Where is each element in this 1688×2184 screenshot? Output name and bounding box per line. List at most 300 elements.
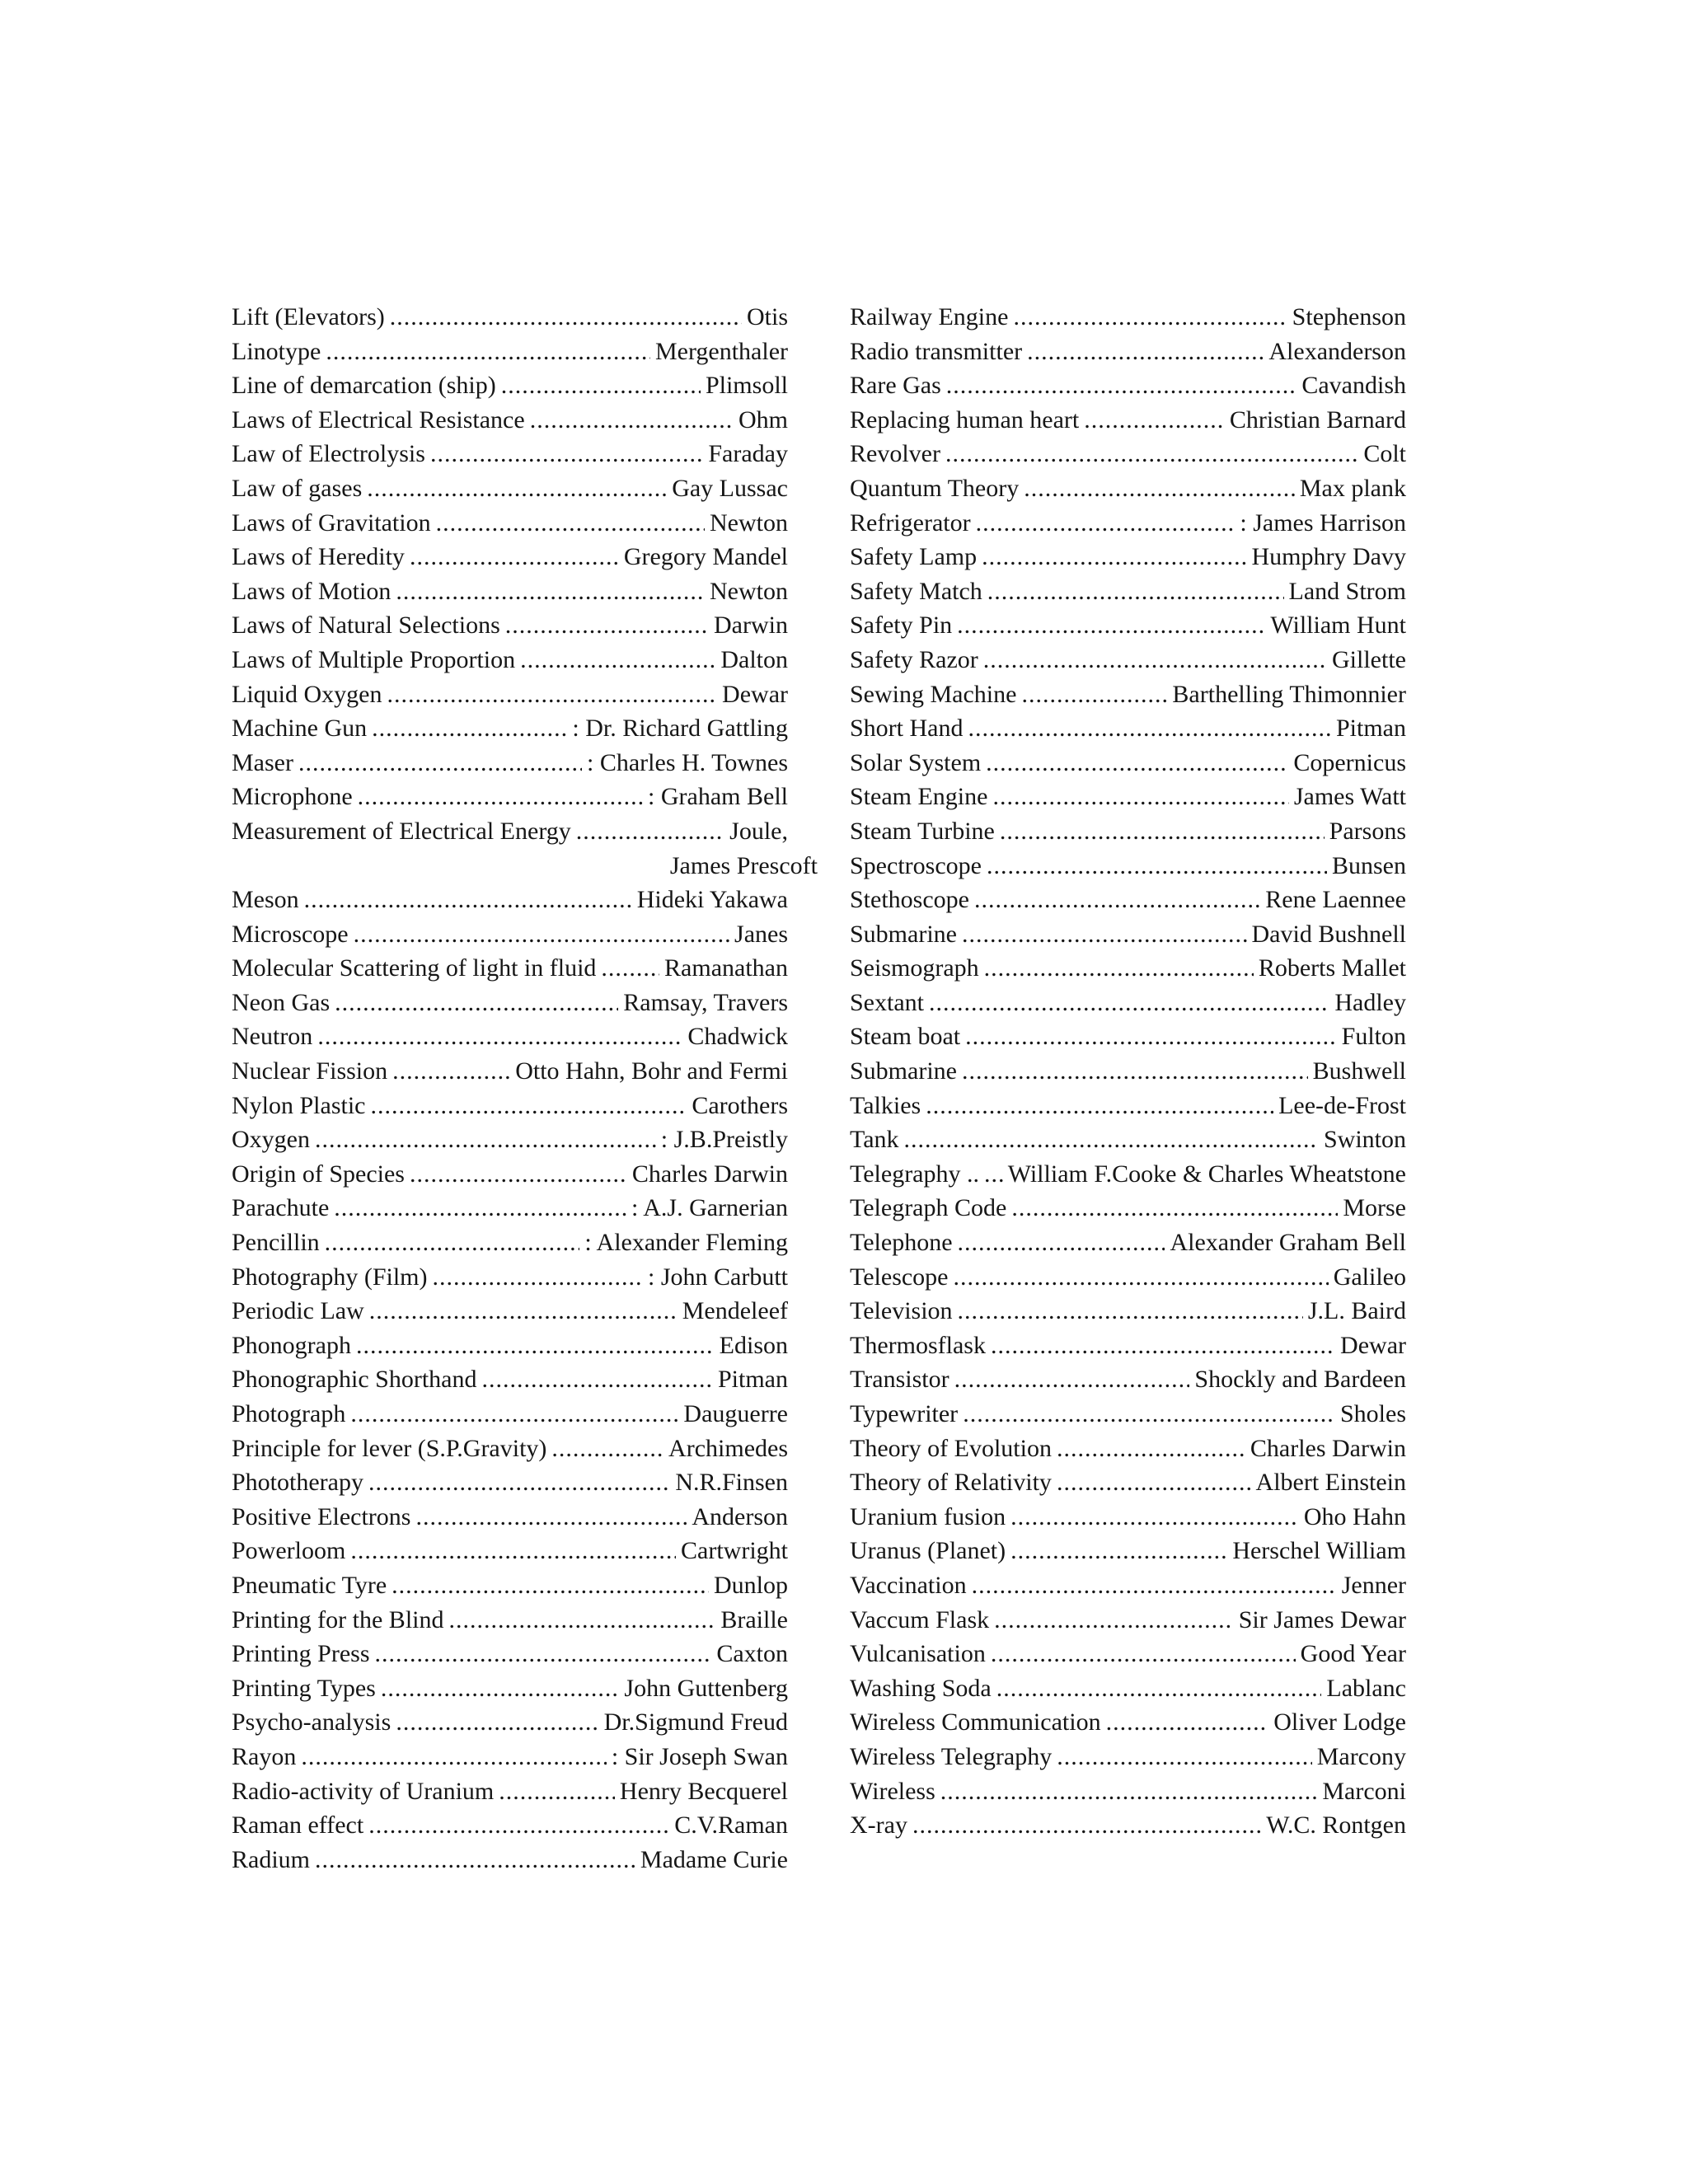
list-item: [850, 1568, 1406, 1603]
entry-term: Uranium fusion: [850, 1502, 1006, 1530]
entry-term: Tank: [850, 1126, 899, 1154]
entry-inventor: Marcony: [1316, 1742, 1406, 1770]
list-item: [232, 574, 788, 609]
entry-inventor: Ramanathan: [664, 954, 788, 982]
dot-leader: [505, 608, 709, 643]
list-item: [232, 1294, 788, 1329]
dot-leader: [982, 540, 1246, 574]
entry-term: Spectroscope: [850, 851, 982, 879]
dot-leader: [410, 540, 619, 574]
entry-term: Vaccum Flask: [850, 1605, 990, 1633]
dot-leader: [1013, 300, 1287, 335]
dot-leader: [449, 1603, 716, 1638]
entry-inventor: Fulton: [1341, 1023, 1406, 1051]
entry-term: Printing for the Blind: [232, 1605, 444, 1633]
entry-inventor: Caxton: [716, 1640, 788, 1668]
dot-leader: [987, 849, 1327, 883]
entry-term: Theory of Evolution: [850, 1434, 1052, 1462]
dot-leader: [601, 951, 659, 986]
list-item: [850, 608, 1406, 643]
entry-inventor: Henry Becquerel: [619, 1777, 788, 1805]
dot-leader: [1010, 1534, 1227, 1568]
dot-leader: [436, 506, 705, 541]
entry-term: Periodic Law: [232, 1297, 364, 1325]
dot-leader: [481, 1362, 713, 1397]
entry-term: Laws of Multiple Proportion: [232, 645, 516, 673]
list-item: [850, 1260, 1406, 1295]
list-item: [232, 1260, 788, 1295]
list-item: [850, 746, 1406, 780]
entry-term: Talkies: [850, 1091, 921, 1119]
entry-term: Quantum Theory: [850, 474, 1020, 502]
list-item: [850, 986, 1406, 1020]
entry-term: Safety Razor: [850, 645, 978, 673]
list-item: [232, 1705, 788, 1740]
entry-term: Pneumatic Tyre: [232, 1571, 387, 1599]
entry-term: Microphone: [232, 783, 353, 811]
entry-term: Typewriter: [850, 1400, 959, 1427]
entry-inventor: Good Year: [1300, 1640, 1406, 1668]
entry-inventor: Pitman: [1335, 715, 1406, 743]
dot-leader: [356, 1329, 715, 1363]
entry-inventor: Ohm: [738, 405, 788, 434]
list-item: [232, 1329, 788, 1363]
list-item: [232, 1157, 788, 1192]
dot-leader: [954, 1362, 1190, 1397]
entry-term: Positive Electrons: [232, 1502, 411, 1530]
entry-inventor: N.R.Finsen: [675, 1469, 788, 1497]
list-item: [232, 1637, 788, 1671]
entry-inventor: Alexander Graham Bell: [1170, 1229, 1406, 1257]
dot-leader: [325, 1226, 580, 1260]
dot-leader: [954, 1260, 1329, 1295]
list-item: [850, 574, 1406, 609]
dot-leader: [983, 643, 1327, 677]
entry-term: Photography (Film): [232, 1263, 428, 1291]
entry-inventor: Cavandish: [1301, 372, 1406, 400]
list-item: [850, 540, 1406, 574]
entry-inventor: Hadley: [1334, 988, 1406, 1016]
entry-inventor: Newton: [710, 577, 788, 605]
list-item: [232, 746, 788, 780]
dot-leader: [381, 1671, 620, 1706]
entry-term: Vaccination: [850, 1571, 967, 1599]
dot-leader: [992, 780, 1288, 814]
entry-term: Neutron: [232, 1023, 313, 1051]
dot-leader: [371, 1089, 687, 1123]
dot-leader: [350, 1534, 676, 1568]
dot-leader: [354, 917, 729, 952]
entry-term: Phonograph: [232, 1331, 351, 1359]
entry-inventor: Otto Hahn, Bohr and Fermi: [515, 1057, 788, 1085]
entry-inventor: C.V.Raman: [674, 1811, 788, 1840]
entry-inventor: Chadwick: [687, 1023, 788, 1051]
list-item: [850, 1122, 1406, 1157]
entry-inventor: Rene Laennee: [1265, 886, 1406, 914]
dot-leader: [958, 1294, 1303, 1329]
dot-leader: [968, 711, 1331, 746]
list-item: [232, 780, 788, 814]
entry-term: Vulcanisation: [850, 1640, 986, 1668]
entry-term: Sewing Machine: [850, 680, 1017, 708]
list-item: [850, 1808, 1406, 1843]
dot-leader: [392, 1054, 510, 1089]
list-item: [232, 437, 788, 471]
entry-inventor: Roberts Mallet: [1258, 954, 1406, 982]
entry-term: Nuclear Fission: [232, 1057, 388, 1085]
list-item: [850, 1774, 1406, 1809]
list-item: [232, 608, 788, 643]
dot-leader: [957, 608, 1265, 643]
dot-leader: [301, 1740, 606, 1774]
entry-term: Stethoscope: [850, 886, 969, 914]
entry-inventor: Dunlop: [714, 1571, 788, 1599]
list-item: [232, 1191, 788, 1226]
entry-term: Line of demarcation (ship): [232, 372, 496, 400]
list-item: [232, 1671, 788, 1706]
entry-inventor: Christian Barnard: [1229, 405, 1406, 434]
list-item: [850, 1397, 1406, 1432]
dot-leader: [1024, 471, 1295, 506]
list-item: [850, 917, 1406, 952]
list-item: [232, 335, 788, 369]
list-item: [850, 368, 1406, 403]
entry-inventor: Parsons: [1329, 817, 1406, 845]
dot-leader: [974, 883, 1260, 917]
entry-term: Printing Types: [232, 1674, 376, 1702]
entry-inventor: Newton: [710, 509, 788, 537]
entry-term: Safety Lamp: [850, 543, 978, 571]
list-item: [850, 951, 1406, 986]
entry-term: Linotype: [232, 337, 321, 365]
list-item: [232, 951, 788, 986]
list-item: [850, 1705, 1406, 1740]
list-item: [232, 1019, 788, 1054]
dot-leader: [929, 986, 1329, 1020]
entry-term: Nylon Plastic: [232, 1091, 366, 1119]
entry-term: Wireless: [850, 1777, 935, 1805]
list-item: [232, 403, 788, 438]
entry-term: Seismograph: [850, 954, 979, 982]
entry-inventor: Hideki Yakawa: [636, 886, 788, 914]
dot-leader: [315, 1122, 656, 1157]
dot-leader: [984, 1157, 1003, 1192]
entry-term: Transistor: [850, 1366, 950, 1394]
dot-leader: [372, 711, 567, 746]
list-item: [850, 1157, 1406, 1192]
entry-inventor: Janes: [734, 920, 788, 948]
entry-term: Sextant: [850, 988, 924, 1016]
entry-term: Thermosflask: [850, 1331, 986, 1359]
list-item: [850, 780, 1406, 814]
entry-term: Meson: [232, 886, 299, 914]
list-item: [850, 1534, 1406, 1568]
entry-term: Maser: [232, 748, 293, 776]
entry-term: Rayon: [232, 1742, 297, 1770]
list-item: [850, 883, 1406, 917]
entry-inventor: Dewar: [1340, 1331, 1406, 1359]
entry-inventor: Madame Curie: [640, 1845, 788, 1873]
entry-inventor: William F.Cooke & Charles Wheatstone: [1007, 1160, 1406, 1188]
entry-term: Steam boat: [850, 1023, 961, 1051]
dot-leader: [396, 574, 705, 609]
list-item: [232, 1397, 788, 1432]
entry-inventor: Archimedes: [668, 1434, 788, 1462]
entry-term: Laws of Motion: [232, 577, 392, 605]
entry-inventor: Pitman: [717, 1366, 788, 1394]
entry-inventor: James Watt: [1293, 783, 1406, 811]
list-item: [232, 1089, 788, 1123]
dot-leader: [986, 746, 1288, 780]
list-item: [232, 540, 788, 574]
list-item: [850, 677, 1406, 712]
dot-leader: [334, 1191, 626, 1226]
entry-term: Microscope: [232, 920, 349, 948]
dot-leader: [987, 574, 1284, 609]
entry-term: Telegraph Code: [850, 1194, 1007, 1222]
list-item: [232, 1808, 788, 1843]
entry-inventor: Humphry Davy: [1251, 543, 1406, 571]
entry-inventor: : Dr. Richard Gattling: [572, 715, 788, 743]
dot-leader: [976, 506, 1236, 541]
entry-term: Printing Press: [232, 1640, 370, 1668]
entry-inventor: Dr.Sigmund Freud: [603, 1708, 788, 1736]
dot-leader: [551, 1432, 663, 1466]
dot-leader: [317, 1019, 682, 1054]
entry-term: Laws of Natural Selections: [232, 612, 500, 640]
dot-leader: [926, 1089, 1273, 1123]
entry-inventor: : Charles H. Townes: [587, 748, 788, 776]
dot-leader: [304, 883, 632, 917]
entry-inventor: W.C. Rontgen: [1266, 1811, 1406, 1840]
entry-inventor: Darwin: [714, 612, 788, 640]
list-item: [850, 506, 1406, 541]
entry-term: Photograph: [232, 1400, 346, 1427]
dot-leader: [390, 300, 742, 335]
dot-leader: [1106, 1705, 1269, 1740]
dot-leader: [501, 368, 701, 403]
dot-leader: [368, 1465, 670, 1500]
dot-leader: [298, 746, 582, 780]
dot-leader: [991, 1329, 1335, 1363]
entry-inventor: Mendeleef: [682, 1297, 788, 1325]
entry-term: Safety Pin: [850, 612, 953, 640]
list-item: [232, 1122, 788, 1157]
entry-term: Telephone: [850, 1229, 953, 1257]
list-item: [850, 1603, 1406, 1638]
dot-leader: [358, 780, 643, 814]
entry-term: Railway Engine: [850, 303, 1009, 330]
entry-inventor: Shockly and Bardeen: [1194, 1366, 1406, 1394]
list-item: [232, 1603, 788, 1638]
entry-term: Television: [850, 1297, 953, 1325]
entry-term: Solar System: [850, 748, 982, 776]
dot-leader: [375, 1637, 712, 1671]
dot-leader: [958, 1226, 1165, 1260]
entry-term: Phonographic Shorthand: [232, 1366, 477, 1394]
entry-inventor: Dewar: [722, 680, 788, 708]
entry-term: Radio transmitter: [850, 337, 1023, 365]
entry-inventor: Dauguerre: [683, 1400, 788, 1427]
list-item: [850, 814, 1406, 849]
entry-inventor: : James Harrison: [1240, 509, 1406, 537]
entry-term: Origin of Species: [232, 1160, 405, 1188]
entry-inventor: Morse: [1343, 1194, 1406, 1222]
list-item: [850, 1294, 1406, 1329]
entry-inventor: Bunsen: [1332, 851, 1406, 879]
entry-term: Neon Gas: [232, 988, 331, 1016]
entry-inventor: Galileo: [1333, 1263, 1406, 1291]
dot-leader: [972, 1568, 1337, 1603]
entry-inventor: Herschel William: [1232, 1537, 1406, 1565]
dot-leader: [392, 1568, 709, 1603]
entry-term: Rare Gas: [850, 372, 941, 400]
list-item: [850, 1740, 1406, 1774]
dot-leader: [315, 1843, 635, 1877]
list-item: [232, 368, 788, 403]
dot-leader: [520, 643, 715, 677]
list-item: [850, 1500, 1406, 1535]
entry-inventor: John Guttenberg: [624, 1674, 788, 1702]
dot-leader: [1011, 1191, 1338, 1226]
entry-inventor: : Sir Joseph Swan: [611, 1742, 788, 1770]
entry-term: Safety Match: [850, 577, 982, 605]
entry-term: Parachute: [232, 1194, 330, 1222]
dot-leader: [1021, 677, 1167, 712]
list-item: [850, 711, 1406, 746]
dot-leader: [530, 403, 734, 438]
dot-leader: [433, 1260, 644, 1295]
entry-inventor: Edison: [719, 1331, 788, 1359]
entry-inventor: Joule,: [729, 817, 788, 845]
entry-term: Radium: [232, 1845, 310, 1873]
dot-leader: [430, 437, 703, 471]
left-column: [232, 300, 818, 1877]
dot-leader: [326, 335, 650, 369]
list-item: [232, 1534, 788, 1568]
list-item: [232, 1568, 788, 1603]
entry-inventor: Copernicus: [1293, 748, 1406, 776]
entry-inventor: Charles Darwin: [1250, 1434, 1406, 1462]
entry-inventor: William Hunt: [1270, 612, 1406, 640]
entry-inventor: Lee-de-Frost: [1278, 1091, 1406, 1119]
entry-inventor: Colt: [1363, 440, 1406, 468]
dot-leader: [576, 814, 724, 849]
entry-term: Laws of Gravitation: [232, 509, 431, 537]
entry-term: Washing Soda: [850, 1674, 992, 1702]
list-item: [232, 917, 788, 952]
list-item: [232, 814, 788, 849]
entry-inventor: Ramsay, Travers: [623, 988, 788, 1016]
dot-leader: [1057, 1740, 1311, 1774]
entry-inventor: Gillette: [1332, 645, 1406, 673]
entry-inventor: J.L. Baird: [1307, 1297, 1406, 1325]
list-item: [850, 471, 1406, 506]
entry-term: Liquid Oxygen: [232, 680, 382, 708]
dot-leader: [994, 1603, 1234, 1638]
entry-inventor: : A.J. Garnerian: [631, 1194, 788, 1222]
dot-leader: [912, 1808, 1261, 1843]
dot-leader: [940, 1774, 1318, 1809]
dot-leader: [335, 986, 618, 1020]
entry-term: Replacing human heart: [850, 405, 1080, 434]
entry-term: Radio-activity of Uranium: [232, 1777, 495, 1805]
list-item: [850, 1465, 1406, 1500]
list-item: [232, 711, 788, 746]
entry-inventor: Otis: [746, 303, 788, 330]
entry-term: Telescope: [850, 1263, 949, 1291]
list-item: [232, 1054, 788, 1089]
entry-term: Psycho-analysis: [232, 1708, 392, 1736]
list-item: [232, 471, 788, 506]
entry-inventor: Oho Hahn: [1303, 1502, 1406, 1530]
dot-leader: [387, 677, 717, 712]
entry-inventor: Lablanc: [1326, 1674, 1406, 1702]
entry-term: Telegraphy ..: [850, 1160, 980, 1188]
entry-inventor: Max plank: [1299, 474, 1406, 502]
dot-leader: [1084, 403, 1225, 438]
entry-term: Pencillin: [232, 1229, 320, 1257]
list-item: [850, 1191, 1406, 1226]
dot-leader: [1027, 335, 1264, 369]
entry-inventor: : Alexander Fleming: [584, 1229, 788, 1257]
dot-leader: [369, 1294, 678, 1329]
entry-inventor: Alexanderson: [1268, 337, 1406, 365]
dot-leader: [996, 1671, 1322, 1706]
dot-leader: [350, 1397, 678, 1432]
entry-inventor: Anderson: [692, 1502, 788, 1530]
entry-term: Law of Electrolysis: [232, 440, 425, 468]
dot-leader: [410, 1157, 627, 1192]
entry-inventor-continuation: James Prescoft: [669, 851, 818, 879]
right-column: [850, 300, 1406, 1843]
list-item: [232, 1432, 788, 1466]
entry-inventor: Mergenthaler: [654, 337, 788, 365]
entry-inventor: Plimsoll: [705, 372, 788, 400]
list-item: [232, 883, 788, 917]
dot-leader: [991, 1637, 1296, 1671]
entry-inventor: Stephenson: [1292, 303, 1406, 330]
entry-term: Machine Gun: [232, 715, 368, 743]
list-item: [850, 643, 1406, 677]
list-item: [850, 1054, 1406, 1089]
dot-leader: [499, 1774, 615, 1809]
list-item: [232, 506, 788, 541]
entry-inventor: Sir James Dewar: [1238, 1605, 1406, 1633]
list-item: [232, 1774, 788, 1809]
list-item: [232, 643, 788, 677]
list-item: [232, 1500, 788, 1535]
entry-term: Raman effect: [232, 1811, 364, 1840]
dot-leader: [415, 1500, 687, 1535]
entry-term: Measurement of Electrical Energy: [232, 817, 571, 845]
entry-term: Law of gases: [232, 474, 363, 502]
entry-inventor: Cartwright: [681, 1537, 788, 1565]
entry-term: Short Hand: [850, 715, 964, 743]
list-item: [850, 1329, 1406, 1363]
entry-term: Phototherapy: [232, 1469, 363, 1497]
list-item: [850, 300, 1406, 335]
entry-term: Revolver: [850, 440, 940, 468]
entry-term: Steam Turbine: [850, 817, 995, 845]
dot-leader: [1057, 1432, 1245, 1466]
list-item: [850, 1226, 1406, 1260]
entry-term: Refrigerator: [850, 509, 971, 537]
dot-leader: [367, 471, 667, 506]
list-item: [850, 1019, 1406, 1054]
entry-inventor: David Bushnell: [1251, 920, 1406, 948]
dot-leader: [396, 1705, 598, 1740]
